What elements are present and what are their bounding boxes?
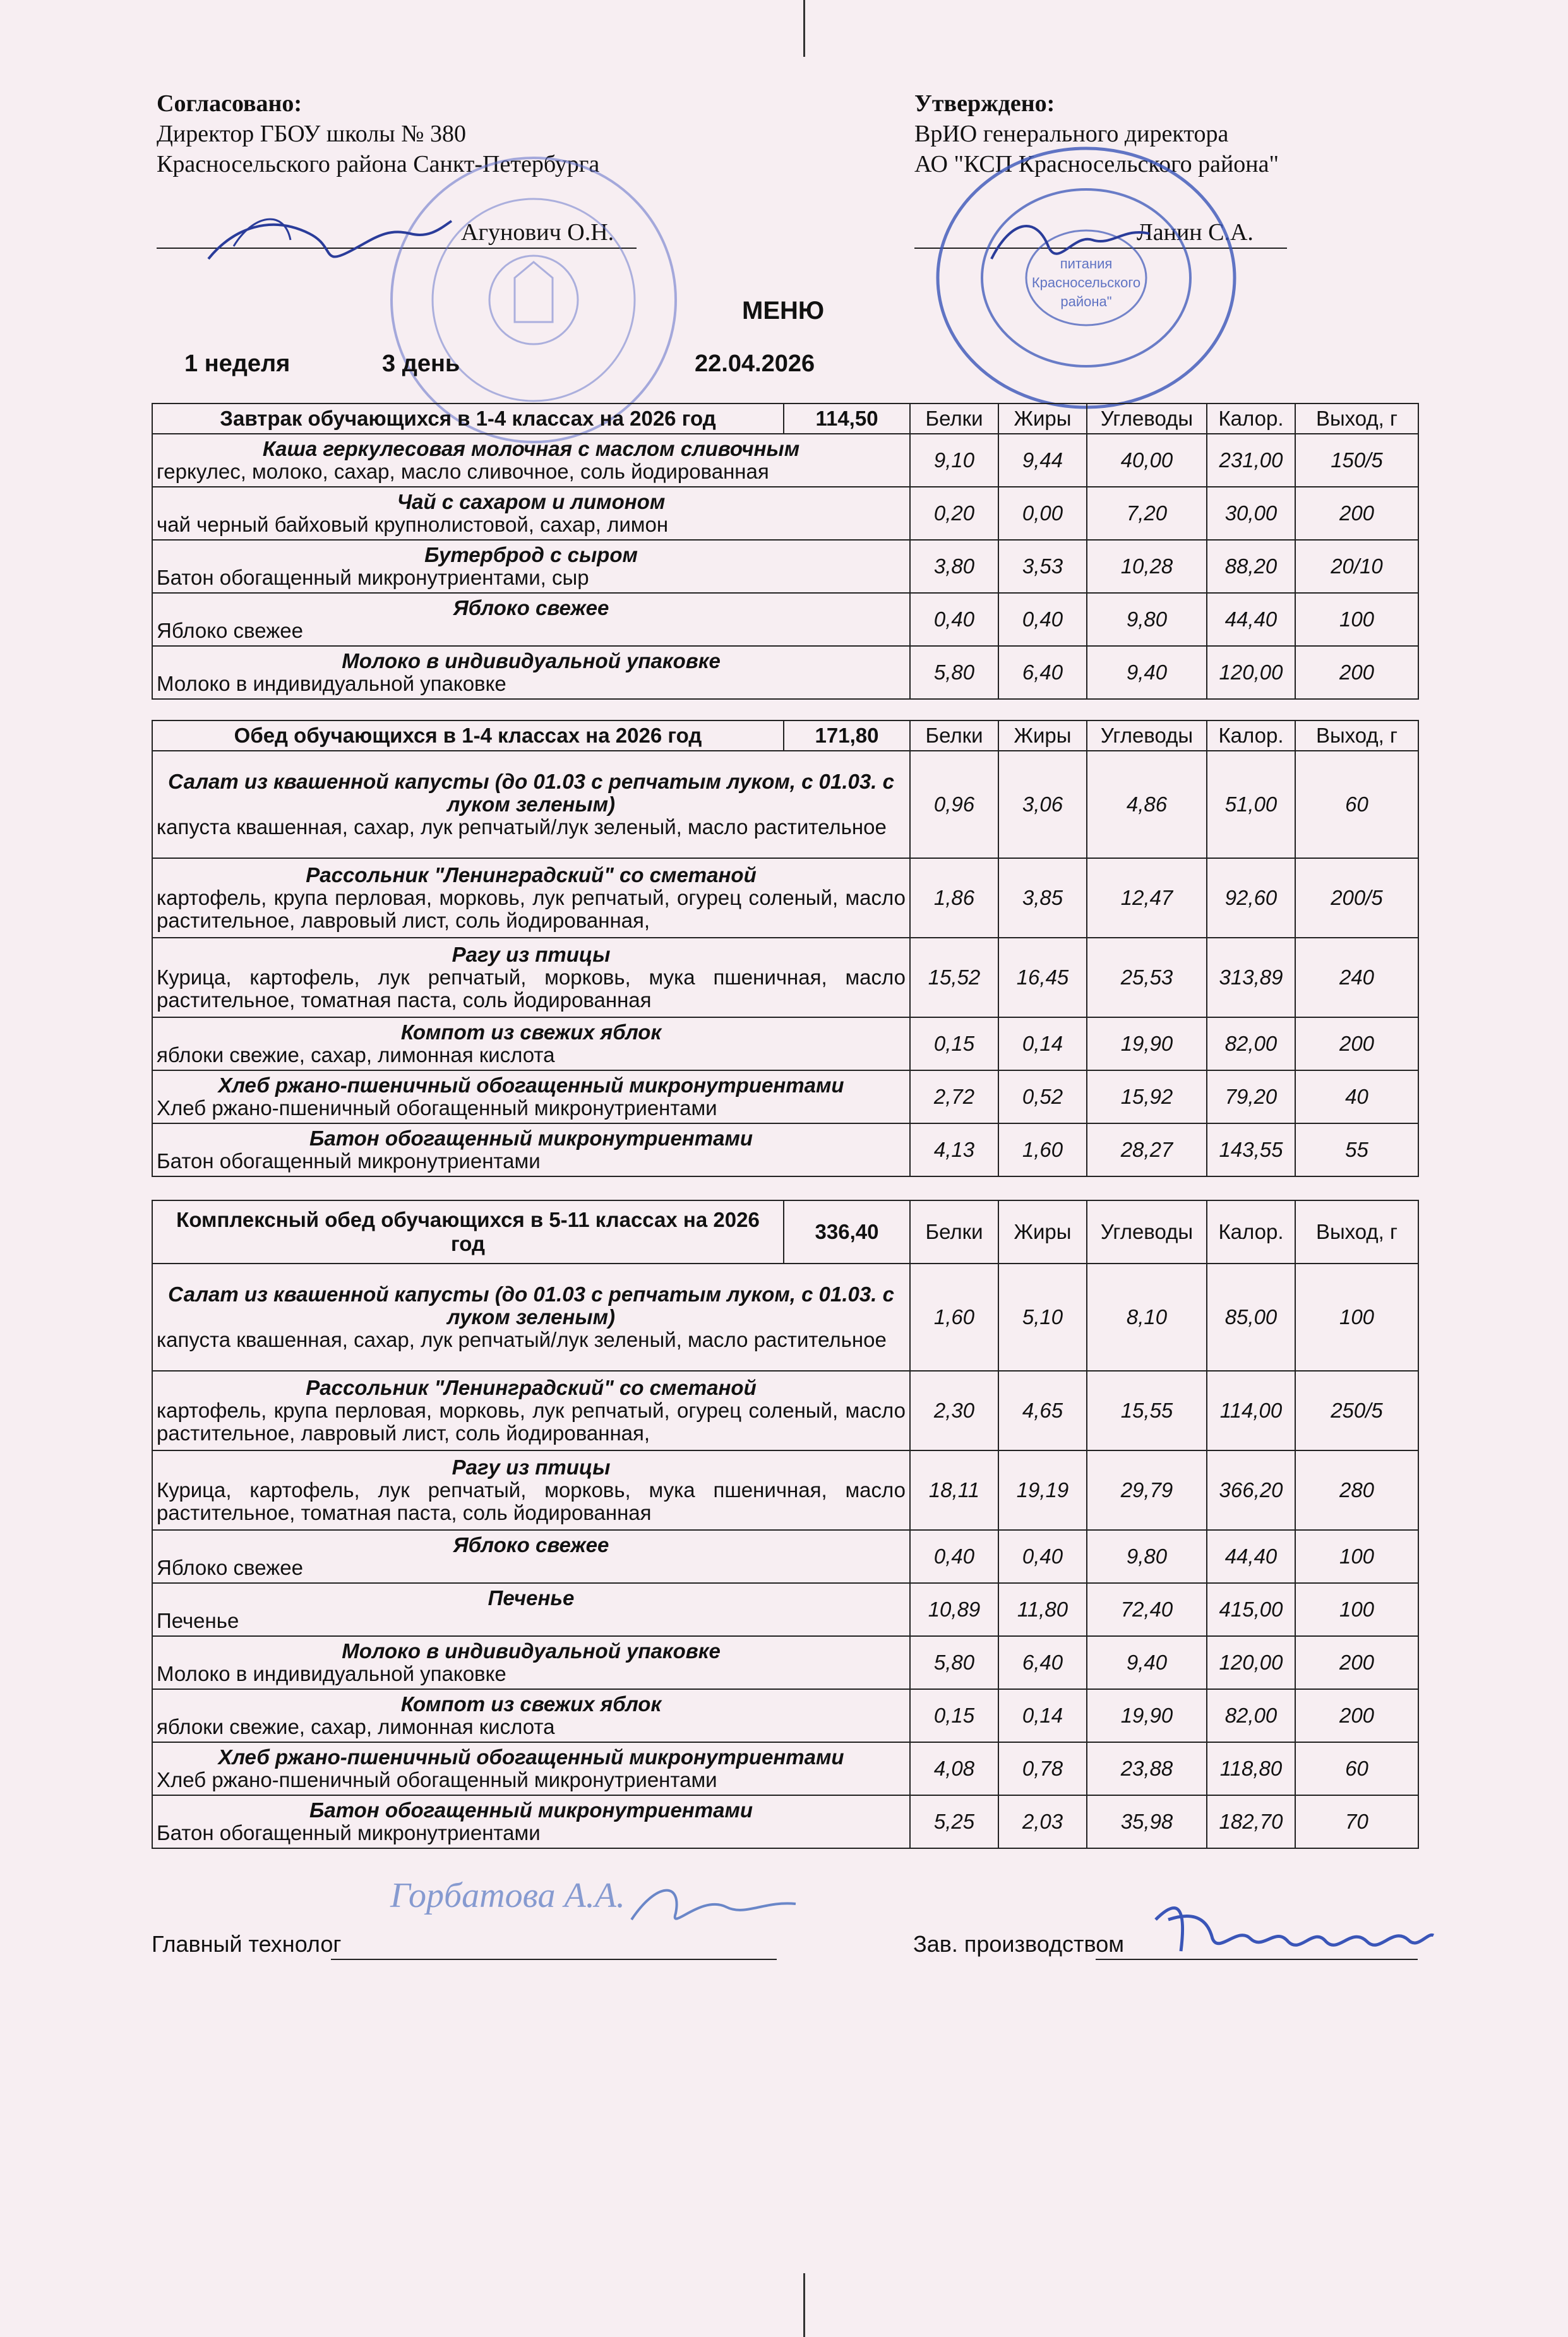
dish-calories: 313,89	[1207, 938, 1295, 1017]
dish-name: Молоко в индивидуальной упаковке	[342, 1639, 721, 1663]
section-title: Комплексный обед обучающихся в 5-11 классах на 2026 год	[152, 1200, 784, 1264]
dish-ingredients: капуста квашенная, сахар, лук репчатый/лук зеленый, масло растительное	[157, 815, 887, 839]
dish-name: Печенье	[488, 1586, 575, 1610]
dish-carbs: 19,90	[1087, 1689, 1207, 1742]
dish-ingredients: Батон обогащенный микронутриентами, сыр	[157, 566, 589, 589]
dish-yield: 100	[1295, 1530, 1418, 1583]
dish-row	[152, 540, 1418, 593]
dish-protein: 15,52	[910, 938, 998, 1017]
dish-ingredients: геркулес, молоко, сахар, масло сливочное, соль йодированная	[157, 460, 769, 483]
dish-ingredients: яблоки свежие, сахар, лимонная кислота	[157, 1715, 555, 1738]
dish-carbs: 9,80	[1087, 1530, 1207, 1583]
dish-yield: 200	[1295, 1689, 1418, 1742]
dish-description	[152, 1636, 910, 1689]
dish-row	[152, 1636, 1418, 1689]
dish-name: Каша геркулесовая молочная с маслом сливочным	[262, 437, 800, 460]
col-header-fat: Жиры	[998, 403, 1087, 434]
dish-yield: 70	[1295, 1795, 1418, 1848]
dish-calories: 85,00	[1207, 1264, 1295, 1371]
approved-left-line1: Директор ГБОУ школы № 380	[157, 121, 466, 147]
section-price: 114,50	[784, 403, 910, 434]
dish-ingredients: Курица, картофель, лук репчатый, морковь, мука пшеничная, масло растительное, томатная паста, соль йодированная	[157, 965, 906, 1012]
menu-date: 22.04.2026	[695, 350, 815, 377]
dish-calories: 51,00	[1207, 751, 1295, 858]
dish-ingredients: картофель, крупа перловая, морковь, лук репчатый, огурец соленый, масло растительное, лавровый лист, соль йодированная,	[157, 1399, 906, 1445]
dish-carbs: 28,27	[1087, 1123, 1207, 1176]
dish-name: Батон обогащенный микронутриентами	[309, 1127, 753, 1150]
dish-calories: 88,20	[1207, 540, 1295, 593]
dish-protein: 0,15	[910, 1689, 998, 1742]
col-header-calories: Калор.	[1207, 1200, 1295, 1264]
approved-left-line2: Красносельского района Санкт-Петербурга	[157, 151, 600, 177]
dish-calories: 231,00	[1207, 434, 1295, 487]
dish-carbs: 15,92	[1087, 1070, 1207, 1123]
dish-ingredients: Молоко в индивидуальной упаковке	[157, 1662, 506, 1685]
dish-yield: 240	[1295, 938, 1418, 1017]
dish-fat: 0,78	[998, 1742, 1087, 1795]
dish-description	[152, 1795, 910, 1848]
dish-ingredients: Батон обогащенный микронутриентами	[157, 1149, 541, 1173]
dish-protein: 5,25	[910, 1795, 998, 1848]
dish-protein: 9,10	[910, 434, 998, 487]
dish-yield: 150/5	[1295, 434, 1418, 487]
dish-description	[152, 1017, 910, 1070]
dish-calories: 415,00	[1207, 1583, 1295, 1636]
dish-calories: 44,40	[1207, 593, 1295, 646]
dish-carbs: 4,86	[1087, 751, 1207, 858]
dish-description	[152, 434, 910, 487]
dish-protein: 5,80	[910, 646, 998, 699]
dish-protein: 3,80	[910, 540, 998, 593]
dish-description	[152, 1583, 910, 1636]
dish-name: Яблоко свежее	[453, 596, 609, 619]
dish-ingredients: Печенье	[157, 1609, 239, 1632]
director-signature	[196, 189, 461, 284]
dish-carbs: 25,53	[1087, 938, 1207, 1017]
col-header-calories: Калор.	[1207, 720, 1295, 751]
dish-name: Компот из свежих яблок	[400, 1692, 662, 1716]
dish-fat: 0,40	[998, 1530, 1087, 1583]
dish-fat: 0,14	[998, 1017, 1087, 1070]
col-header-carbs: Углеводы	[1087, 720, 1207, 751]
dish-name: Батон обогащенный микронутриентами	[309, 1798, 753, 1822]
dish-carbs: 19,90	[1087, 1017, 1207, 1070]
section-title: Обед обучающихся в 1-4 классах на 2026 год	[152, 720, 784, 751]
dish-row	[152, 858, 1418, 938]
dish-name: Яблоко свежее	[453, 1533, 609, 1557]
section-price: 336,40	[784, 1200, 910, 1264]
dish-yield: 100	[1295, 1264, 1418, 1371]
dish-name: Салат из квашенной капусты (до 01.03 с репчатым луком, с 01.03. с луком зеленым)	[168, 770, 894, 816]
dish-name: Рассольник "Ленинградский" со сметаной	[306, 863, 757, 887]
dish-row	[152, 1450, 1418, 1530]
dish-description	[152, 1742, 910, 1795]
dish-calories: 114,00	[1207, 1371, 1295, 1450]
dish-row	[152, 434, 1418, 487]
dish-carbs: 9,80	[1087, 593, 1207, 646]
dish-yield: 200	[1295, 1636, 1418, 1689]
dish-name: Рагу из птицы	[452, 1455, 611, 1479]
menu-title: МЕНЮ	[742, 297, 825, 325]
dish-carbs: 23,88	[1087, 1742, 1207, 1795]
dish-description	[152, 751, 910, 858]
dish-row	[152, 1017, 1418, 1070]
dish-fat: 6,40	[998, 1636, 1087, 1689]
dish-description	[152, 1123, 910, 1176]
dish-yield: 100	[1295, 593, 1418, 646]
dish-ingredients: Хлеб ржано-пшеничный обогащенный микронутриентами	[157, 1096, 717, 1120]
dish-fat: 16,45	[998, 938, 1087, 1017]
section-title: Завтрак обучающихся в 1-4 классах на 2026 год	[152, 403, 784, 434]
technologist-signature	[619, 1869, 808, 1939]
dish-protein: 2,72	[910, 1070, 998, 1123]
dish-description	[152, 1689, 910, 1742]
day-label: 3 день	[382, 350, 460, 377]
dish-fat: 19,19	[998, 1450, 1087, 1530]
col-header-carbs: Углеводы	[1087, 403, 1207, 434]
dish-description	[152, 1530, 910, 1583]
approved-left-name: Агунович О.Н.	[461, 219, 614, 246]
section-price: 171,80	[784, 720, 910, 751]
breakfast-1-4-table	[152, 403, 1419, 700]
dish-yield: 200	[1295, 1017, 1418, 1070]
dish-fat: 2,03	[998, 1795, 1087, 1848]
col-header-protein: Белки	[910, 403, 998, 434]
dish-description	[152, 858, 910, 938]
dish-fat: 9,44	[998, 434, 1087, 487]
dish-carbs: 15,55	[1087, 1371, 1207, 1450]
dish-fat: 4,65	[998, 1371, 1087, 1450]
dish-name: Компот из свежих яблок	[400, 1020, 662, 1044]
dish-fat: 6,40	[998, 646, 1087, 699]
dish-yield: 55	[1295, 1123, 1418, 1176]
dish-row	[152, 1070, 1418, 1123]
section-header-row	[152, 720, 1418, 751]
dish-row	[152, 1264, 1418, 1371]
dish-protein: 0,15	[910, 1017, 998, 1070]
section-header-row	[152, 1200, 1418, 1264]
dish-ingredients: Яблоко свежее	[157, 619, 303, 642]
col-header-calories: Калор.	[1207, 403, 1295, 434]
technologist-signature-line	[331, 1959, 777, 1960]
dish-row	[152, 1530, 1418, 1583]
section-header-row	[152, 403, 1418, 434]
dish-protein: 5,80	[910, 1636, 998, 1689]
svg-text:питания: питания	[1060, 256, 1113, 272]
dish-protein: 0,20	[910, 487, 998, 540]
dish-calories: 82,00	[1207, 1017, 1295, 1070]
dish-ingredients: Хлеб ржано-пшеничный обогащенный микронутриентами	[157, 1768, 717, 1791]
approved-left-label: Согласовано:	[157, 90, 302, 117]
dish-description	[152, 646, 910, 699]
dish-yield: 60	[1295, 1742, 1418, 1795]
dish-fat: 3,53	[998, 540, 1087, 593]
dish-fat: 0,14	[998, 1689, 1087, 1742]
dish-yield: 200	[1295, 487, 1418, 540]
dish-calories: 143,55	[1207, 1123, 1295, 1176]
dish-row	[152, 938, 1418, 1017]
scan-line-top	[803, 0, 805, 57]
dish-ingredients: Молоко в индивидуальной упаковке	[157, 672, 506, 695]
dish-protein: 1,60	[910, 1264, 998, 1371]
dish-calories: 92,60	[1207, 858, 1295, 938]
dish-ingredients: чай черный байховый крупнолистовой, сахар, лимон	[157, 513, 669, 536]
dish-fat: 0,40	[998, 593, 1087, 646]
production-label: Зав. производством	[913, 1931, 1124, 1957]
dish-name: Чай с сахаром и лимоном	[397, 490, 666, 513]
dish-ingredients: Батон обогащенный микронутриентами	[157, 1821, 541, 1844]
dish-fat: 3,85	[998, 858, 1087, 938]
dish-description	[152, 1264, 910, 1371]
dish-calories: 182,70	[1207, 1795, 1295, 1848]
dish-carbs: 9,40	[1087, 1636, 1207, 1689]
dish-carbs: 35,98	[1087, 1795, 1207, 1848]
dish-description	[152, 593, 910, 646]
approved-right-line1: ВрИО генерального директора	[914, 121, 1229, 147]
dish-yield: 40	[1295, 1070, 1418, 1123]
dish-protein: 10,89	[910, 1583, 998, 1636]
dish-name: Салат из квашенной капусты (до 01.03 с репчатым луком, с 01.03. с луком зеленым)	[168, 1282, 894, 1329]
approved-right-name: Ланин С.А.	[1137, 219, 1254, 246]
col-header-yield: Выход, г	[1295, 403, 1418, 434]
dish-protein: 2,30	[910, 1371, 998, 1450]
dish-ingredients: Яблоко свежее	[157, 1556, 303, 1579]
dish-fat: 1,60	[998, 1123, 1087, 1176]
dish-calories: 118,80	[1207, 1742, 1295, 1795]
col-header-yield: Выход, г	[1295, 1200, 1418, 1264]
dish-row	[152, 646, 1418, 699]
approved-right-label: Утверждено:	[914, 90, 1055, 117]
svg-text:района": района"	[1060, 294, 1112, 309]
dish-calories: 82,00	[1207, 1689, 1295, 1742]
dish-calories: 120,00	[1207, 646, 1295, 699]
technologist-stamp: Горбатова А.А.	[390, 1876, 625, 1915]
dish-name: Рассольник "Ленинградский" со сметаной	[306, 1376, 757, 1399]
dish-calories: 79,20	[1207, 1070, 1295, 1123]
dish-carbs: 29,79	[1087, 1450, 1207, 1530]
dish-calories: 120,00	[1207, 1636, 1295, 1689]
dish-yield: 60	[1295, 751, 1418, 858]
dish-row	[152, 1371, 1418, 1450]
dish-yield: 20/10	[1295, 540, 1418, 593]
dish-name: Бутерброд с сыром	[424, 543, 638, 566]
dish-calories: 44,40	[1207, 1530, 1295, 1583]
dish-name: Молоко в индивидуальной упаковке	[342, 649, 721, 672]
dish-carbs: 7,20	[1087, 487, 1207, 540]
dish-yield: 280	[1295, 1450, 1418, 1530]
dish-name: Хлеб ржано-пшеничный обогащенный микронутриентами	[218, 1745, 844, 1769]
dish-protein: 4,13	[910, 1123, 998, 1176]
dish-yield: 250/5	[1295, 1371, 1418, 1450]
col-header-fat: Жиры	[998, 1200, 1087, 1264]
dish-fat: 3,06	[998, 751, 1087, 858]
dish-fat: 0,52	[998, 1070, 1087, 1123]
dish-fat: 5,10	[998, 1264, 1087, 1371]
technologist-label: Главный технолог	[152, 1931, 342, 1957]
director-general-signature	[985, 208, 1175, 284]
dish-carbs: 72,40	[1087, 1583, 1207, 1636]
col-header-protein: Белки	[910, 720, 998, 751]
dish-yield: 200/5	[1295, 858, 1418, 938]
dish-description	[152, 1371, 910, 1450]
dish-calories: 30,00	[1207, 487, 1295, 540]
scan-line-bottom	[803, 2273, 805, 2337]
dish-carbs: 10,28	[1087, 540, 1207, 593]
dish-carbs: 9,40	[1087, 646, 1207, 699]
lunch-1-4-table	[152, 720, 1419, 1177]
approved-right-line2: АО "КСП Красносельского района"	[914, 151, 1279, 177]
col-header-carbs: Углеводы	[1087, 1200, 1207, 1264]
col-header-protein: Белки	[910, 1200, 998, 1264]
col-header-fat: Жиры	[998, 720, 1087, 751]
dish-description	[152, 540, 910, 593]
dish-name: Хлеб ржано-пшеничный обогащенный микронутриентами	[218, 1073, 844, 1097]
dish-protein: 18,11	[910, 1450, 998, 1530]
week-label: 1 неделя	[184, 350, 290, 377]
dish-fat: 11,80	[998, 1583, 1087, 1636]
dish-name: Рагу из птицы	[452, 943, 611, 966]
dish-row	[152, 1123, 1418, 1176]
dish-ingredients: капуста квашенная, сахар, лук репчатый/лук зеленый, масло растительное	[157, 1328, 887, 1351]
dish-carbs: 40,00	[1087, 434, 1207, 487]
dish-protein: 0,40	[910, 593, 998, 646]
dish-carbs: 12,47	[1087, 858, 1207, 938]
dish-yield: 100	[1295, 1583, 1418, 1636]
dish-calories: 366,20	[1207, 1450, 1295, 1530]
dish-yield: 200	[1295, 646, 1418, 699]
dish-protein: 0,96	[910, 751, 998, 858]
dish-ingredients: яблоки свежие, сахар, лимонная кислота	[157, 1043, 555, 1067]
complex-lunch-5-11-table	[152, 1200, 1419, 1849]
dish-row	[152, 1795, 1418, 1848]
svg-text:Красносельского: Красносельского	[1031, 275, 1141, 290]
col-header-yield: Выход, г	[1295, 720, 1418, 751]
dish-row	[152, 1689, 1418, 1742]
dish-protein: 1,86	[910, 858, 998, 938]
dish-description	[152, 1450, 910, 1530]
dish-description	[152, 487, 910, 540]
dish-row	[152, 1742, 1418, 1795]
dish-fat: 0,00	[998, 487, 1087, 540]
dish-protein: 4,08	[910, 1742, 998, 1795]
dish-protein: 0,40	[910, 1530, 998, 1583]
dish-row	[152, 1583, 1418, 1636]
dish-row	[152, 751, 1418, 858]
production-manager-signature	[1149, 1894, 1440, 1964]
dish-description	[152, 1070, 910, 1123]
dish-row	[152, 487, 1418, 540]
dish-carbs: 8,10	[1087, 1264, 1207, 1371]
dish-row	[152, 593, 1418, 646]
dish-ingredients: Курица, картофель, лук репчатый, морковь, мука пшеничная, масло растительное, томатная паста, соль йодированная	[157, 1478, 906, 1524]
dish-ingredients: картофель, крупа перловая, морковь, лук репчатый, огурец соленый, масло растительное, лавровый лист, соль йодированная,	[157, 886, 906, 932]
dish-description	[152, 938, 910, 1017]
